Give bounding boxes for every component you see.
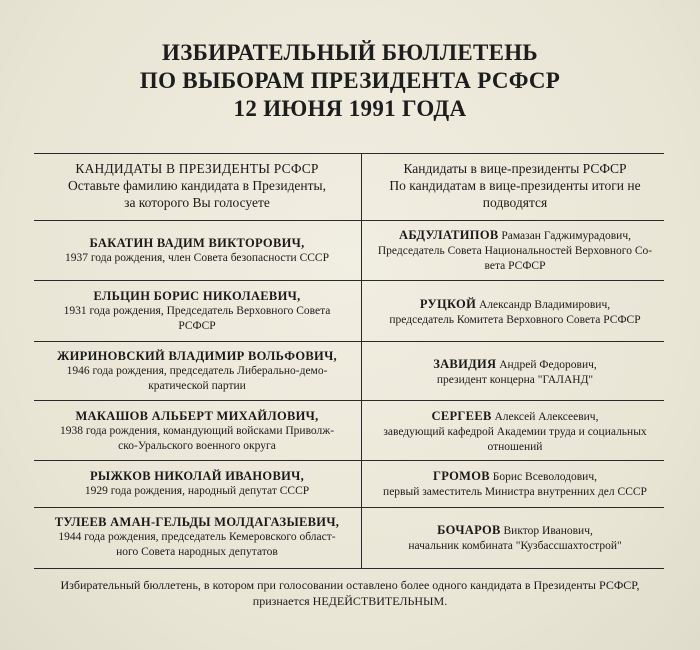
ballot-title-line-1: ИЗБИРАТЕЛЬНЫЙ БЮЛЛЕТЕНЬ — [162, 40, 538, 65]
candidate-description-2: ного Совета народных депутатов — [116, 546, 278, 558]
candidate-cell-vice — [366, 522, 664, 554]
candidate-description: 1938 года рождения, командующий войсками Приволж- — [59, 425, 335, 437]
vice-given-names: Борис Всеволодович, — [489, 471, 597, 483]
candidate-description: 1937 года рождения, член Совета безопасности СССР — [65, 252, 329, 264]
row-divider — [34, 280, 664, 281]
candidate-cell-vice — [366, 296, 664, 328]
candidate-cell-vice — [366, 356, 664, 388]
row-divider — [34, 460, 664, 461]
vice-description: начальник комбината "Кузбассшахтострой" — [408, 540, 622, 552]
candidate-cell-president[interactable] — [36, 408, 358, 454]
vice-description-2: отношений — [487, 441, 543, 453]
header-vice-note-2: подводятся — [482, 195, 548, 210]
header-vice-title: Кандидаты в вице-президенты РСФСР — [403, 161, 627, 176]
candidate-cell-vice — [366, 227, 664, 274]
candidate-description: 1946 года рождения, председатель Либерально-демо- — [66, 365, 328, 377]
candidate-description: 1944 года рождения, председатель Кемеровского област- — [58, 531, 336, 543]
vice-description: председатель Комитета Верховного Совета РСФСР — [389, 314, 641, 326]
vice-description-2: вета РСФСР — [484, 260, 546, 272]
vice-description: первый заместитель Министра внутренних дел СССР — [383, 486, 647, 498]
candidate-description: 1931 года рождения, Председатель Верховного Совета — [63, 305, 331, 317]
vice-surname: ЗАВИДИЯ — [433, 357, 497, 371]
validity-note-line-1: Избирательный бюллетень, в котором при голосовании оставлено более одного кандидата в Президенты РСФСР, — [60, 578, 640, 592]
candidate-cell-president[interactable] — [36, 235, 358, 266]
candidate-description-2: РСФСР — [178, 320, 216, 332]
row-divider — [34, 400, 664, 401]
vice-surname: РУЦКОЙ — [419, 297, 477, 311]
candidate-cell-president[interactable] — [36, 348, 358, 394]
candidate-cell-vice — [366, 468, 664, 500]
row-divider — [34, 220, 664, 221]
candidate-cell-president[interactable] — [36, 468, 358, 499]
column-divider — [361, 153, 362, 568]
vice-surname: БОЧАРОВ — [437, 523, 501, 537]
vice-description: заведующий кафедрой Академии труда и социальных — [383, 426, 647, 438]
vice-description: Председатель Совета Национальностей Верховного Со- — [377, 245, 653, 257]
vice-description: президент концерна "ГАЛАНД" — [436, 374, 594, 386]
candidate-description-2: кратической партии — [148, 380, 246, 392]
vice-surname: СЕРГЕЕВ — [431, 409, 492, 423]
row-divider — [34, 341, 664, 342]
candidate-description: 1929 года рождения, народный депутат СССР — [84, 485, 310, 497]
vice-given-names: Алексей Алексеевич, — [491, 411, 599, 423]
candidate-cell-president[interactable] — [36, 514, 358, 560]
vice-surname: АБДУЛАТИПОВ — [399, 228, 499, 242]
header-vice-presidents — [366, 160, 664, 211]
header-presidents — [38, 160, 356, 211]
candidate-name: МАКАШОВ АЛЬБЕРТ МИХАЙЛОВИЧ, — [75, 409, 319, 423]
ballot-title-date: 12 ИЮНЯ 1991 ГОДА — [233, 96, 467, 121]
candidate-cell-president[interactable] — [36, 288, 358, 334]
candidate-name: ЖИРИНОВСКИЙ ВЛАДИМИР ВОЛЬФОВИЧ, — [57, 349, 337, 363]
candidate-description-2: ско-Уральского военного округа — [118, 440, 276, 452]
vice-given-names: Александр Владимирович, — [476, 299, 611, 311]
validity-note-line-2: признается НЕДЕЙСТВИТЕЛЬНЫМ. — [252, 594, 448, 608]
ballot-validity-note — [20, 577, 680, 609]
header-presidents-instruction-2: за которого Вы голосуете — [124, 195, 270, 210]
table-bottom-rule — [34, 568, 664, 569]
vice-surname: ГРОМОВ — [433, 469, 490, 483]
header-vice-note: По кандидатам в вице-президенты итоги не — [389, 178, 641, 193]
candidate-cell-vice — [366, 408, 664, 455]
vice-given-names: Андрей Федорович, — [496, 359, 597, 371]
header-presidents-instruction: Оставьте фамилию кандидата в Президенты, — [67, 178, 326, 193]
vice-given-names: Рамазан Гаджимурадович, — [498, 230, 631, 242]
table-top-rule — [34, 153, 664, 154]
vice-given-names: Виктор Иванович, — [500, 525, 593, 537]
ballot-title-line-2: ПО ВЫБОРАМ ПРЕЗИДЕНТА РСФСР — [139, 68, 561, 93]
candidate-name: РЫЖКОВ НИКОЛАЙ ИВАНОВИЧ, — [90, 469, 304, 483]
header-presidents-title: КАНДИДАТЫ В ПРЕЗИДЕНТЫ РСФСР — [75, 161, 319, 176]
row-divider — [34, 507, 664, 508]
candidate-name: ЕЛЬЦИН БОРИС НИКОЛАЕВИЧ, — [93, 289, 301, 303]
candidate-name: ТУЛЕЕВ АМАН-ГЕЛЬДЫ МОЛДАГАЗЫЕВИЧ, — [54, 515, 340, 529]
candidate-name: БАКАТИН ВАДИМ ВИКТОРОВИЧ, — [89, 236, 305, 250]
